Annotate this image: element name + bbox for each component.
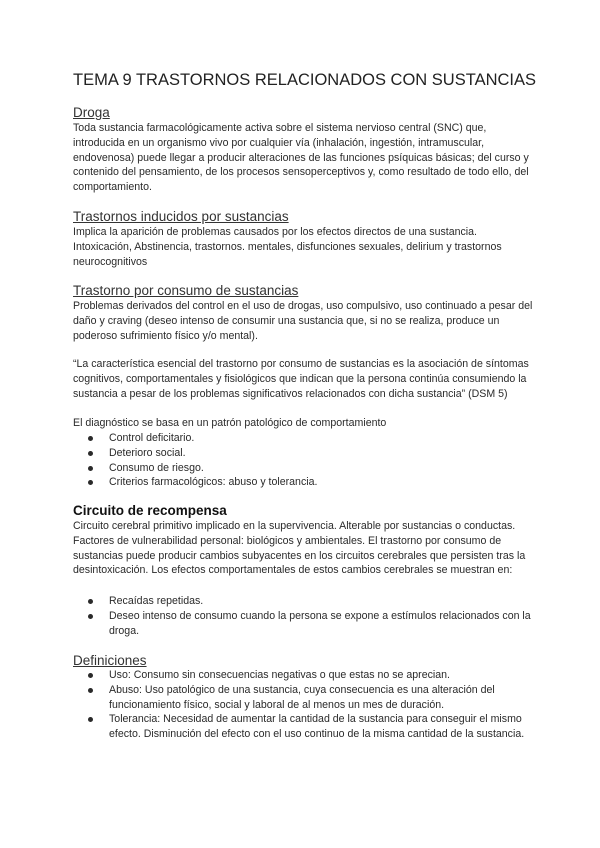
list-item: Control deficitario. xyxy=(88,431,533,446)
bullet-icon xyxy=(88,688,93,693)
bullet-icon xyxy=(88,480,93,485)
quote-dsm5: “La característica esencial del trastorno por consumo de sustancias es la asociación de síntomas cognitivos, comportamentales y fisiológicos que indican que la persona continúa consumiendo la sustancia a pesar de los problemas significativos relacionados con dicha sustancia” (DSM 5) xyxy=(73,358,529,400)
list-item: Deterioro social. xyxy=(88,446,533,461)
list-item: Deseo intenso de consumo cuando la persona se expone a estímulos relacionados con la droga. xyxy=(88,609,533,639)
heading-consumo: Trastorno por consumo de sustancias xyxy=(73,283,299,298)
list-item: Abuso: Uso patológico de una sustancia, cuya consecuencia es una alteración del funcionamiento físico, social y laboral de al menos un mes de duración. xyxy=(88,683,533,713)
paragraph-droga: Toda sustancia farmacológicamente activa sobre el sistema nervioso central (SNC) que, introducida en un organismo vivo por cualquier vía (inhalación, ingestión, intramuscular, endovenosa) puede llegar a producir alteraciones de las funciones psíquicas básicas; del curso y contenido del pensamiento, de los procesos sensoperceptivos y, como resultado de todo ello, del comportamiento. xyxy=(73,122,529,194)
paragraph-diagnostic: El diagnóstico se basa en un patrón patológico de comportamiento xyxy=(73,417,387,429)
list-definiciones xyxy=(88,668,533,742)
heading-recompensa: Circuito de recompensa xyxy=(73,503,227,518)
paragraph-consumo: Problemas derivados del control en el uso de drogas, uso compulsivo, uso continuado a pesar del daño y craving (deseo intenso de consumir una sustancia que, si no se realiza, produce un poderoso sufrimiento físico y/o mental). xyxy=(73,300,533,342)
bullet-icon xyxy=(88,436,93,441)
list-efectos xyxy=(88,594,533,638)
heading-droga: Droga xyxy=(73,105,110,120)
bullet-icon xyxy=(88,451,93,456)
paragraph-recompensa: Circuito cerebral primitivo implicado en la supervivencia. Alterable por sustancias o conductas. Factores de vulnerabilidad personal: biológicos y ambientales. El trastorno por consumo de sustancias puede producir cambios subyacentes en los circuitos cerebrales que persisten tras la desintoxicación. Los efectos comportamentales de estos cambios cerebrales se muestran en: xyxy=(73,520,526,577)
heading-definiciones: Definiciones xyxy=(73,653,147,668)
page-title: TEMA 9 TRASTORNOS RELACIONADOS CON SUSTANCIAS xyxy=(73,71,537,89)
list-item: Consumo de riesgo. xyxy=(88,461,533,476)
bullet-icon xyxy=(88,466,93,471)
bullet-icon xyxy=(88,599,93,604)
bullet-icon xyxy=(88,614,93,619)
heading-inducidos: Trastornos inducidos por sustancias xyxy=(73,209,289,224)
list-item: Tolerancia: Necesidad de aumentar la cantidad de la sustancia para conseguir el mismo efecto. Disminución del efecto con el uso continuo de la misma cantidad de la sustancia. xyxy=(88,712,533,742)
list-item: Criterios farmacológicos: abuso y tolerancia. xyxy=(88,475,533,490)
paragraph-inducidos: Implica la aparición de problemas causados por los efectos directos de una sustancia. Intoxicación, Abstinencia, trastornos. mentales, disfunciones sexuales, delirium y trastornos neurocognitivos xyxy=(73,226,502,268)
list-item: Uso: Consumo sin consecuencias negativas o que estas no se aprecian. xyxy=(88,668,533,683)
list-criterios xyxy=(88,431,533,490)
bullet-icon xyxy=(88,717,93,722)
bullet-icon xyxy=(88,673,93,678)
list-item: Recaídas repetidas. xyxy=(88,594,533,609)
